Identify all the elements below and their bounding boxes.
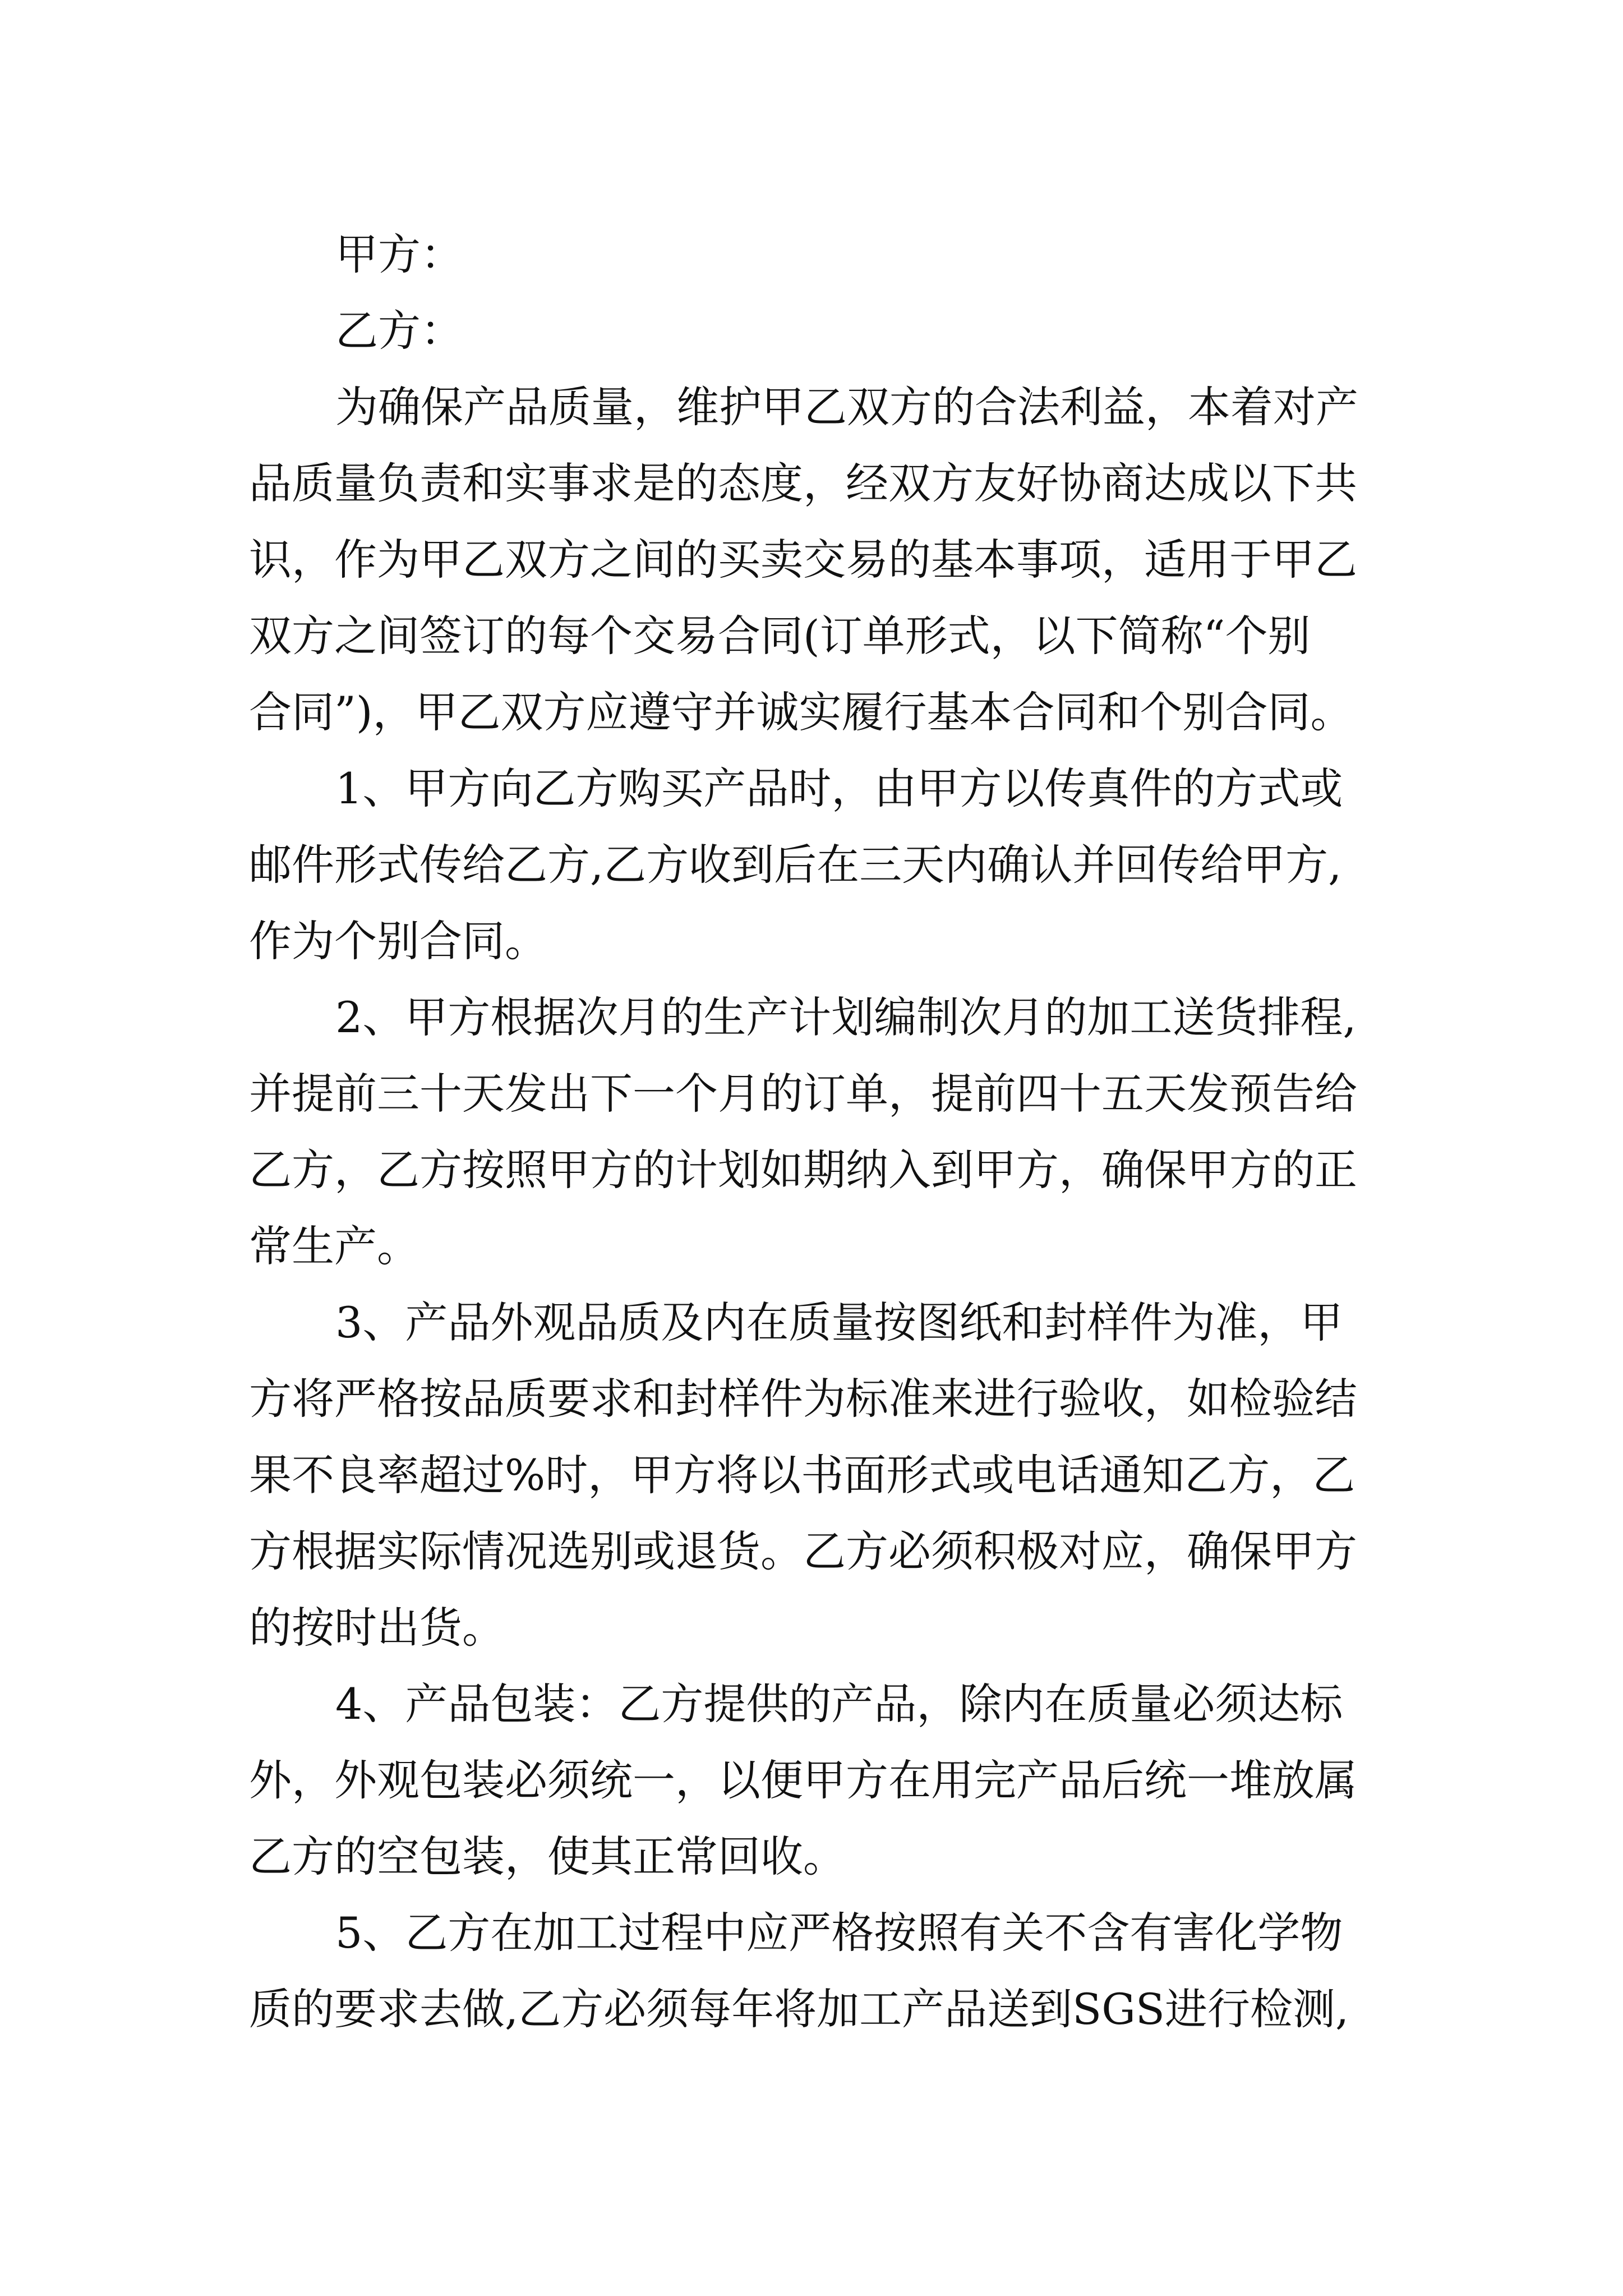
clause-5-line: 质的要求去做,乙方必须每年将加工产品送到SGS进行检测,	[249, 1984, 1349, 2034]
clause-3-line: 的按时出货。	[249, 1603, 505, 1653]
intro-line: 品质量负责和实事求是的态度，经双方友好协商达成以下共	[249, 458, 1357, 508]
party-b-line: 乙方：	[335, 306, 463, 356]
clause-4-line: 4、产品包装：乙方提供的产品，除内在质量必须达标	[335, 1679, 1343, 1729]
party-a-line: 甲方：	[335, 229, 463, 279]
document-body	[249, 217, 1382, 2047]
intro-line: 识，作为甲乙双方之间的买卖交易的基本事项，适用于甲乙	[249, 535, 1357, 585]
clause-5-line: 5、乙方在加工过程中应严格按照有关不含有害化学物	[335, 1908, 1343, 1958]
clause-3-line: 方将严格按品质要求和封样件为标准来进行验收，如检验结	[249, 1374, 1357, 1424]
clause-1-line: 1、甲方向乙方购买产品时，由甲方以传真件的方式或	[335, 763, 1343, 813]
clause-2-line: 并提前三十天发出下一个月的订单，提前四十五天发预告给	[249, 1069, 1357, 1119]
clause-2-line: 乙方，乙方按照甲方的计划如期纳入到甲方，确保甲方的正	[249, 1145, 1357, 1195]
intro-line: 为确保产品质量，维护甲乙双方的合法利益，本着对产	[335, 382, 1358, 432]
clause-3-line: 果不良率超过%时，甲方将以书面形式或电话通知乙方，乙	[249, 1450, 1355, 1500]
clause-2-line: 2、甲方根据次月的生产计划编制次月的加工送货排程,	[335, 992, 1357, 1042]
clause-3-line: 3、产品外观品质及内在质量按图纸和封样件为准，甲	[335, 1297, 1343, 1347]
clause-4-line: 外，外观包装必须统一，以便甲方在用完产品后统一堆放属	[249, 1755, 1357, 1805]
clause-4-line: 乙方的空包装，使其正常回收。	[249, 1832, 846, 1881]
intro-line: 双方之间签订的每个交易合同(订单形式，以下简称“个别	[249, 611, 1311, 661]
clause-3-line: 方根据实际情况选别或退货。乙方必须积极对应，确保甲方	[249, 1526, 1357, 1576]
intro-line: 合同”)，甲乙双方应遵守并诚实履行基本合同和个别合同。	[249, 687, 1353, 737]
clause-2-line: 常生产。	[249, 1221, 419, 1271]
clause-1-line: 邮件形式传给乙方,乙方收到后在三天内确认并回传给甲方,	[249, 840, 1342, 890]
clause-1-line: 作为个别合同。	[249, 916, 547, 966]
